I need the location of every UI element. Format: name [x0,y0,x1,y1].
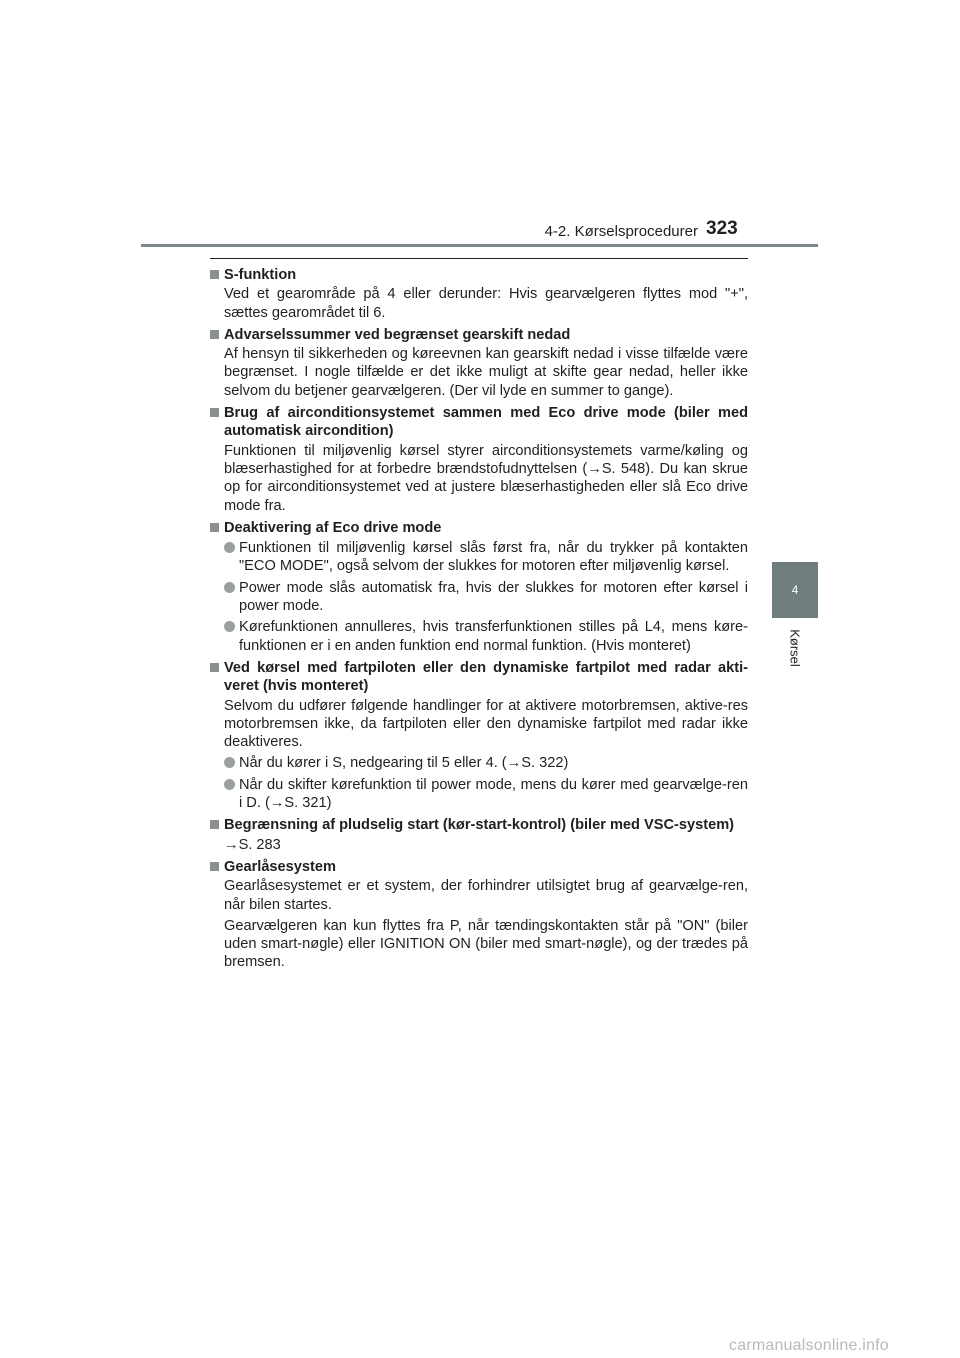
list-item: Kørefunktionen annulleres, hvis transferfunktionen stilles på L4, mens køre-funktionen er i en anden funktion end normal funktion. (Hvis monteret) [224,618,748,655]
chapter-number: 4 [791,583,799,597]
circle-bullet-icon [224,757,235,768]
chapter-name: Kørsel [787,629,803,667]
section-paragraph: Gearlåsesystemet er et system, der forhindrer utilsigtet brug af gearvælge-ren, når bilen startes. [224,878,748,913]
section-heading: Begrænsning af pludselig start (kør-start-kontrol) (biler med VSC-system) [224,817,735,834]
section-gear-lock [210,858,748,972]
section-eco-deactivation [210,519,748,655]
circle-bullet-icon [224,542,235,553]
section-paragraph: Ved et gearområde på 4 eller derunder: Hvis gearvælgeren flyttes mod "+", sættes gearområdet til 6. [224,286,748,321]
chapter-label [772,600,818,700]
list-item: Når du kører i S, nedgearing til 5 eller 4. (→S. 322) [224,754,748,772]
section-paragraph: Funktionen til miljøvenlig kørsel styrer airconditionsystemets varme/køling og blæserhastighed for at forbedre brændstofudnyttelsen (→S. 548). Du kan skrue op for airconditionsystemet ved at justere blæserhastigheden eller slå Eco drive mode fra. [224,442,748,514]
section-s-function [210,266,748,322]
section-title: 4-2. Kørselsprocedurer [544,223,698,240]
square-bullet-icon [210,862,219,871]
list-item: Funktionen til miljøvenlig kørsel slås først fra, når du trykker på kontakten "ECO MODE", også selvom der slukkes for motoren efter miljøvenlig kørsel. [224,539,748,576]
section-heading: Brug af airconditionsystemet sammen med Eco drive mode (biler med automatisk aircondition) [224,405,748,440]
section-heading: Ved kørsel med fartpiloten eller den dynamiske fartpilot med radar akti-veret (hvis monteret) [224,659,748,695]
section-downshift-buzzer [210,326,748,400]
section-heading: Advarselssummer ved begrænset gearskift nedad [224,326,571,343]
header-rule [141,244,818,247]
circle-bullet-icon [224,779,235,790]
section-heading: S-funktion [224,267,297,283]
page-number: 323 [706,218,738,239]
square-bullet-icon [210,820,219,829]
square-bullet-icon [210,408,219,417]
section-cruise-control [210,659,748,812]
section-heading: Deaktivering af Eco drive mode [224,519,442,536]
circle-bullet-icon [224,582,235,593]
square-bullet-icon [210,523,219,532]
square-bullet-icon [210,270,219,279]
watermark-text: carmanualsonline.info [729,1337,889,1354]
section-aircon-eco [210,404,748,515]
list-item: Power mode slås automatisk fra, hvis der slukkes for motoren efter kørsel i power mode. [224,579,748,616]
page-reference-link[interactable]: →S. 283 [224,836,281,853]
square-bullet-icon [210,330,219,339]
list-item: Når du skifter kørefunktion til power mode, mens du kører med gearvælge-ren i D. (→S. 321) [224,776,748,813]
content-top-rule [210,258,748,259]
section-sudden-start [210,816,748,854]
content-area [210,266,748,976]
section-paragraph: Af hensyn til sikkerheden og køreevnen kan gearskift nedad i visse tilfælde være begrænset. I nogle tilfælde er det ikke muligt at skifte gear nedad, heller ikke selvom du betjener gearvælgeren. (Der vil lyde en summer to gange). [224,346,748,399]
section-heading: Gearlåsesystem [224,858,336,875]
section-paragraph: Gearvælgeren kan kun flyttes fra P, når tændingskontakten står på "ON" (biler uden smart-nøgle) eller IGNITION ON (biler med smart-nøgle), og der trædes på bremsen. [224,917,748,971]
circle-bullet-icon [224,621,235,632]
square-bullet-icon [210,663,219,672]
section-paragraph: Selvom du udfører følgende handlinger for at aktivere motorbremsen, aktive-res motorbremsen ikke, da fartpiloten eller den dynamiske fartpilot med radar ikke deaktiveres. [224,697,748,751]
